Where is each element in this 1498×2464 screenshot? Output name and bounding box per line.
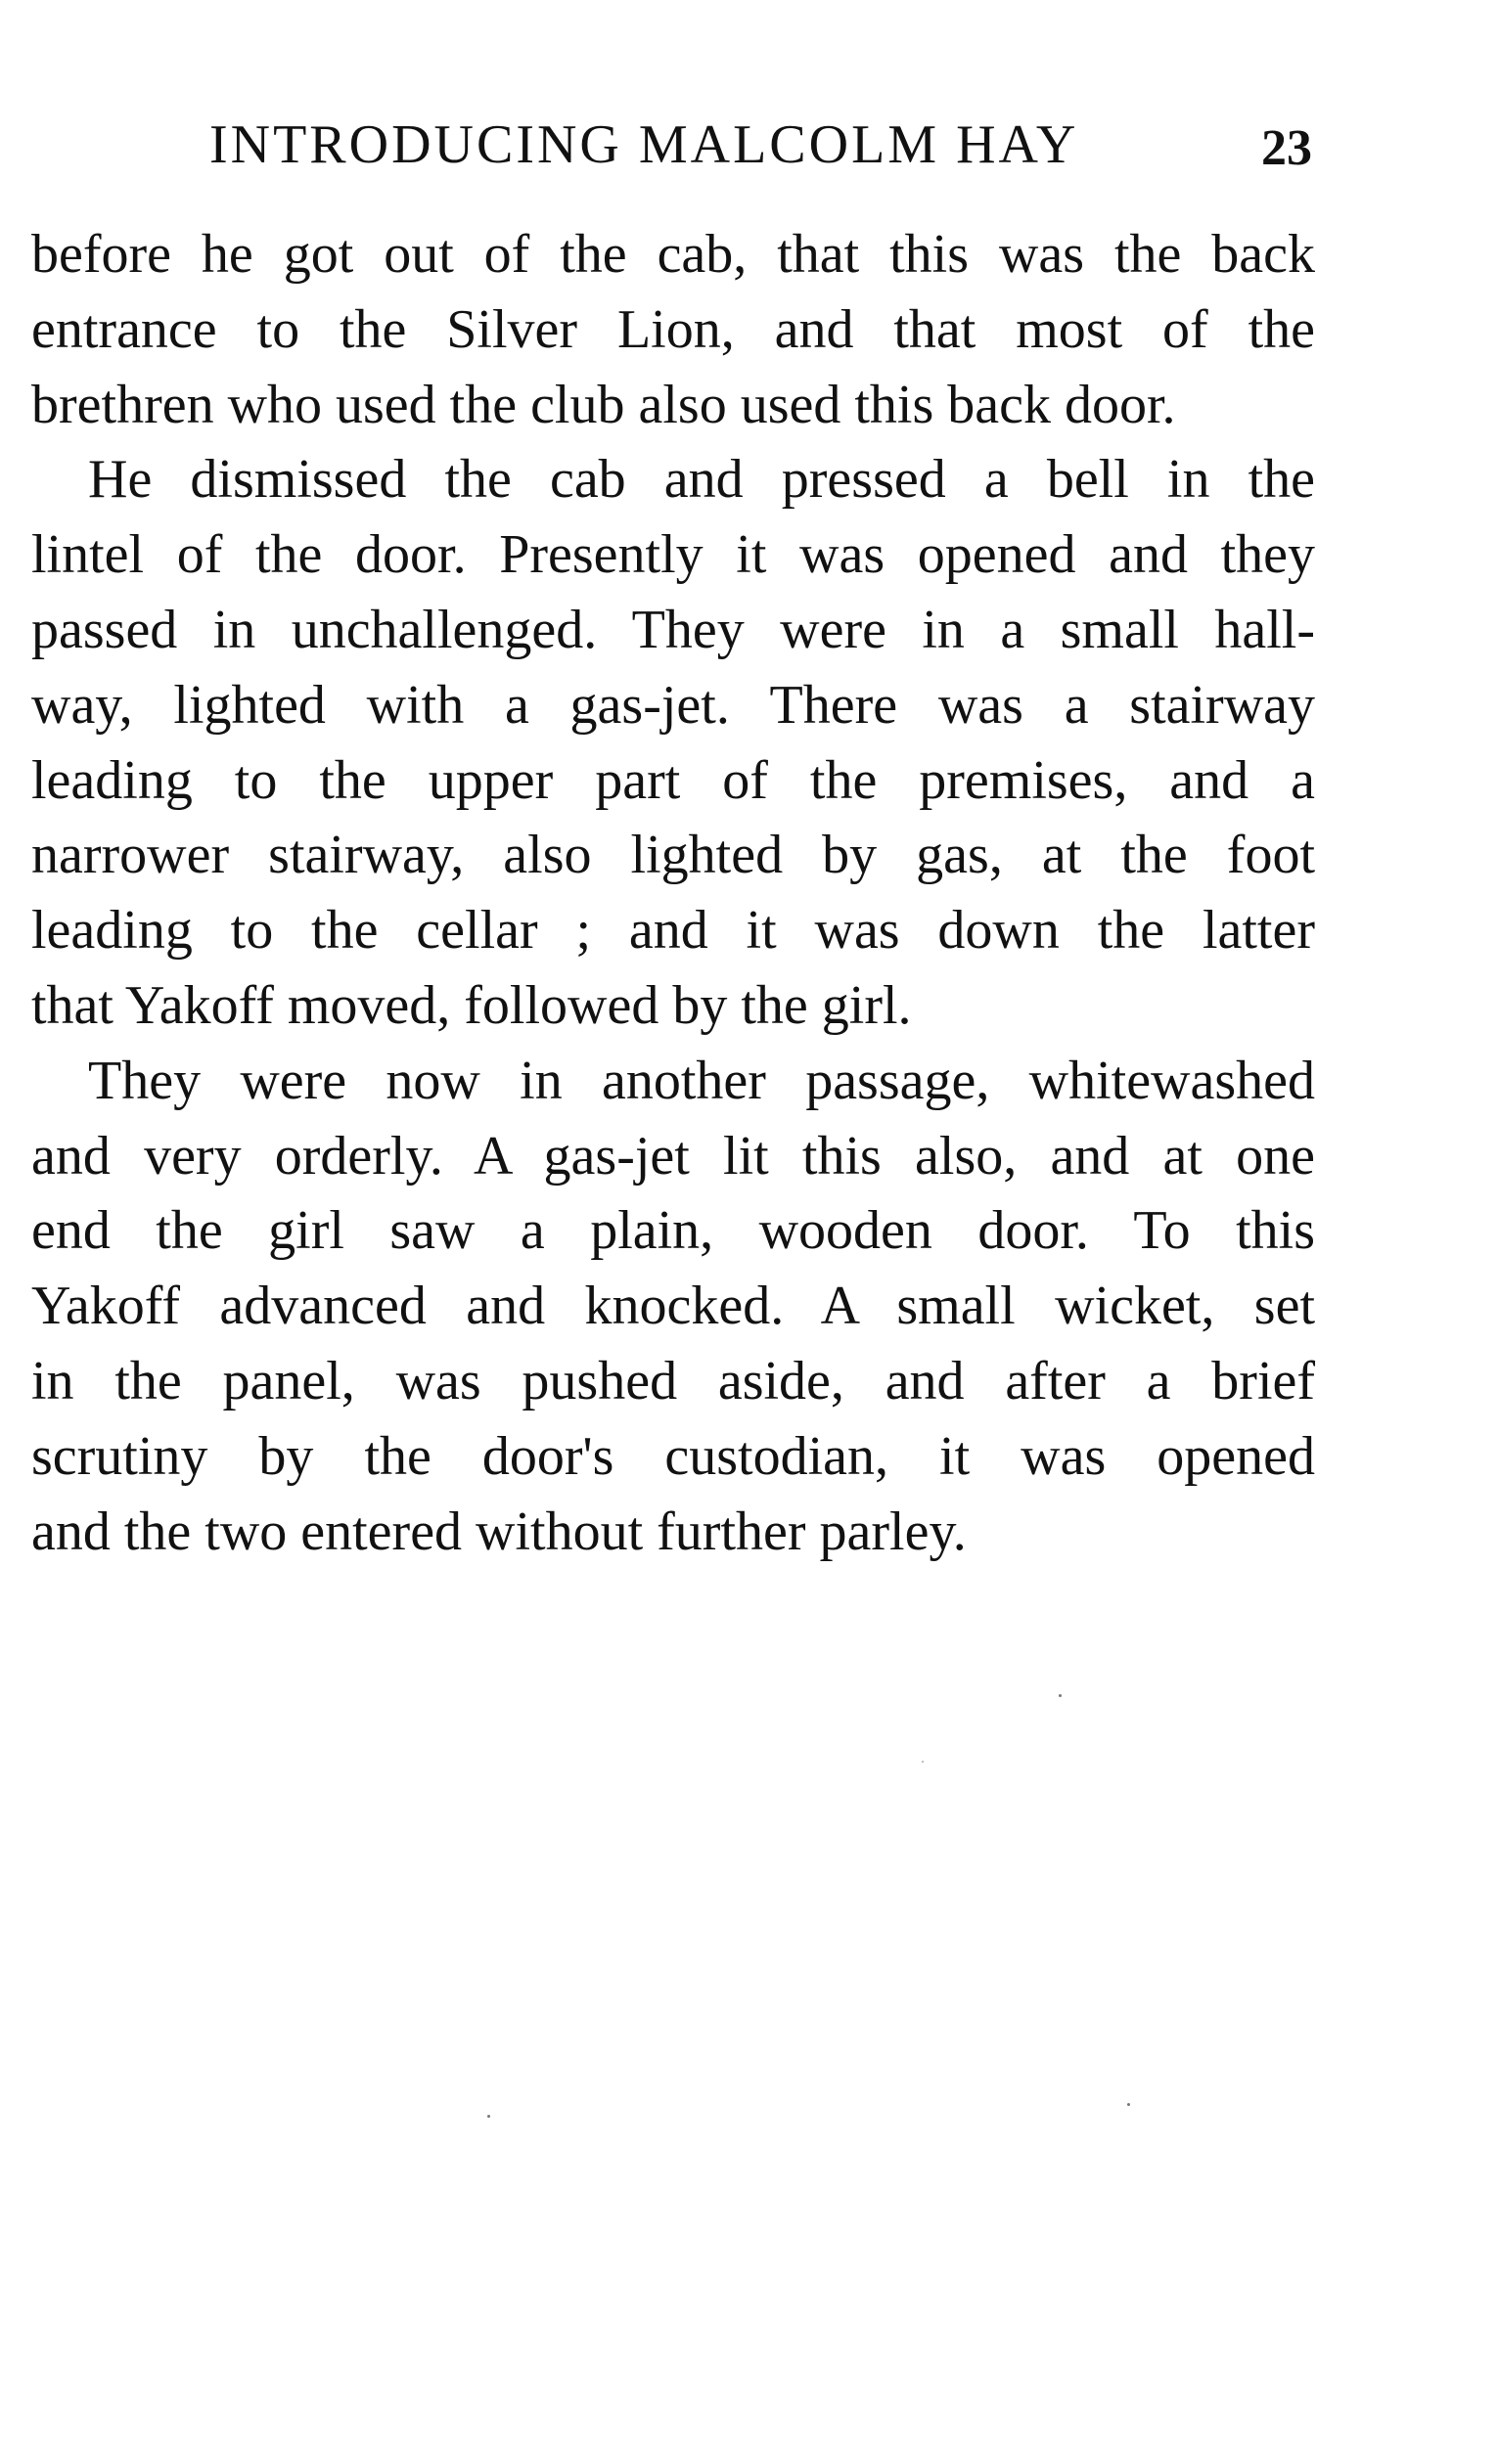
text-line: Yakoff advanced and knocked. A small wicket, set <box>31 1276 1315 1337</box>
text-line: end the girl saw a plain, wooden door. To this <box>31 1200 1315 1262</box>
text-line: lintel of the door. Presently it was opened and they <box>31 524 1315 586</box>
scan-speck <box>487 2115 490 2118</box>
scan-speck <box>1059 1694 1062 1697</box>
page-number: 23 <box>1261 120 1312 176</box>
text-line: in the panel, was pushed aside, and after a brief <box>31 1350 1315 1411</box>
text-line: scrutiny by the door's custodian, it was opened <box>31 1425 1315 1487</box>
scan-speck <box>1127 2103 1130 2106</box>
text-line: leading to the cellar ; and it was down the latter <box>31 900 1315 962</box>
text-line: and the two entered without further parley. <box>31 1501 967 1562</box>
text-line: leading to the upper part of the premises, and a <box>31 749 1315 811</box>
text-line: brethren who used the club also used this back door. <box>31 374 1176 435</box>
text-line: narrower stairway, also lighted by gas, at the foot <box>31 825 1315 886</box>
running-head <box>209 106 1312 184</box>
text-line: and very orderly. A gas-jet lit this also, and at one <box>31 1125 1315 1187</box>
text-line: way, lighted with a gas-jet. There was a stairway <box>31 674 1315 736</box>
text-line: entrance to the Silver Lion, and that most of the <box>31 298 1315 360</box>
text-line: He dismissed the cab and pressed a bell in the <box>88 449 1315 511</box>
body-text <box>31 217 1315 1569</box>
text-line: that Yakoff moved, followed by the girl. <box>31 974 912 1036</box>
running-title: INTRODUCING MALCOLM HAY <box>209 114 1079 175</box>
text-line: passed in unchallenged. They were in a small hall- <box>31 599 1315 660</box>
scan-speck <box>922 1761 924 1763</box>
text-line: before he got out of the cab, that this was the back <box>31 224 1315 285</box>
text-line: They were now in another passage, whitewashed <box>88 1050 1315 1111</box>
